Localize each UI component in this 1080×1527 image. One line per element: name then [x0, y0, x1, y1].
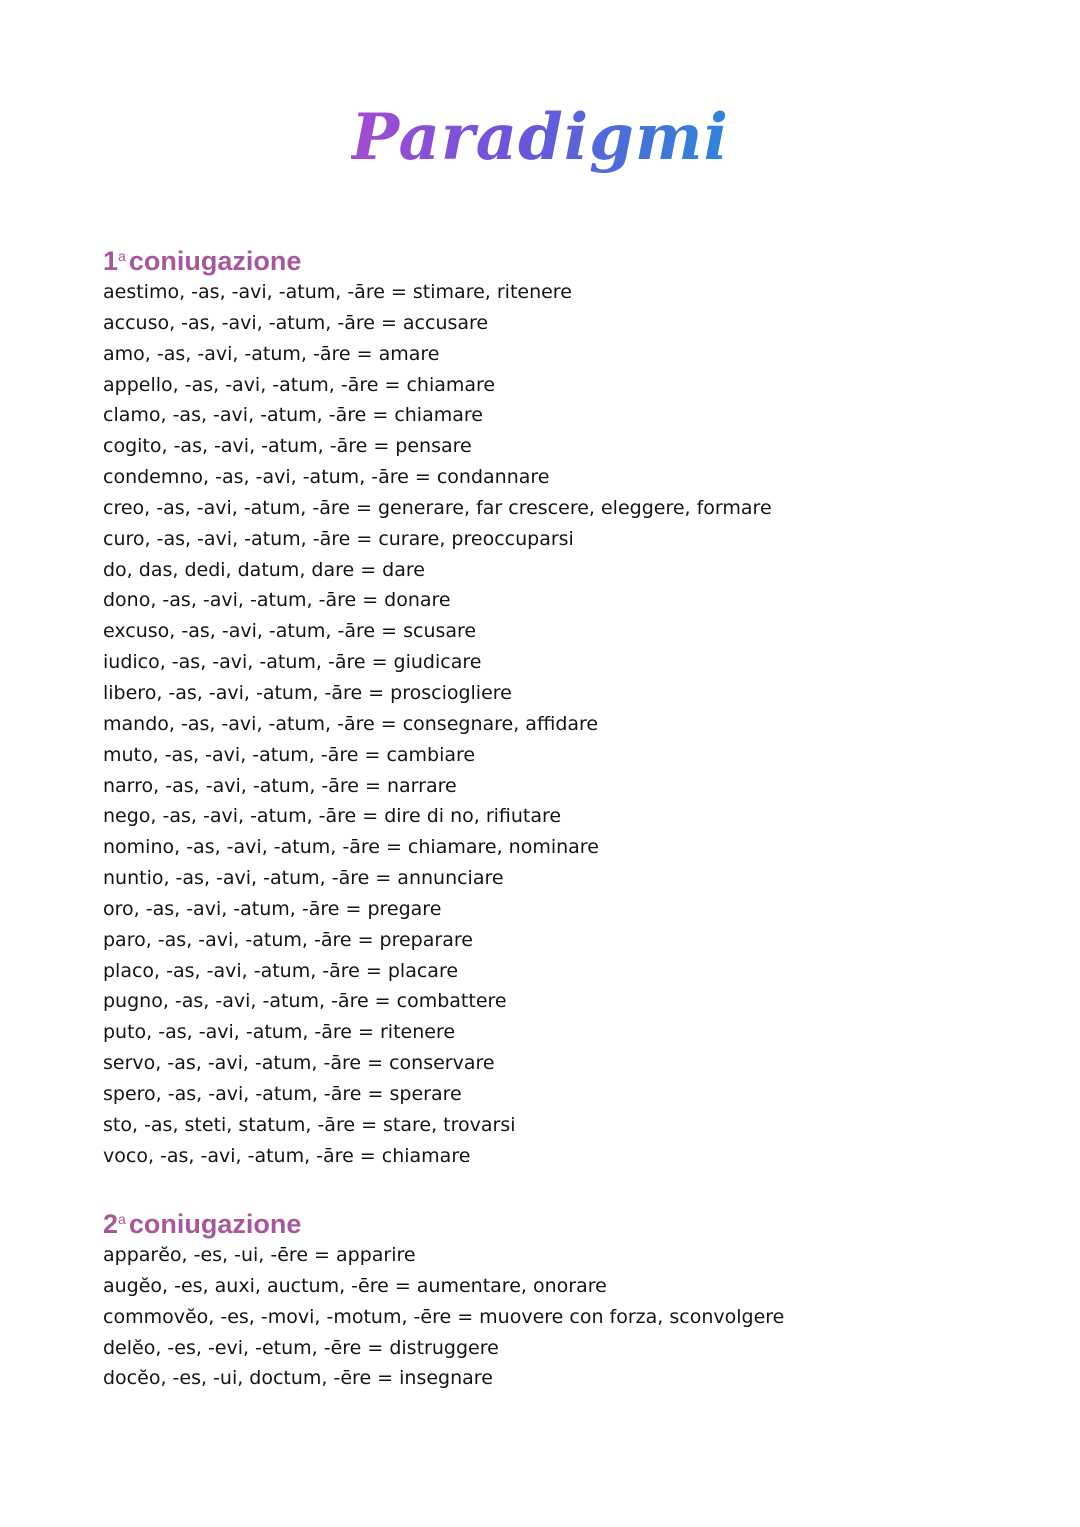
verb-entry: augĕo, -es, auxi, auctum, -ēre = aumentare, onorare [103, 1274, 607, 1297]
verb-entry: libero, -as, -avi, -atum, -āre = prosciogliere [103, 681, 512, 704]
heading-label: coniugazione [128, 246, 302, 276]
verb-entry: muto, -as, -avi, -atum, -āre = cambiare [103, 743, 476, 766]
verb-entry: do, das, dedi, datum, dare = dare [103, 558, 425, 581]
verb-entry: nomino, -as, -avi, -atum, -āre = chiamare, nominare [103, 836, 599, 859]
section-heading [103, 1198, 1003, 1240]
verb-entry: commovĕo, -es, -movi, -motum, -ēre = muovere con forza, sconvolgere [103, 1305, 785, 1328]
verb-entry: condemno, -as, -avi, -atum, -āre = condannare [103, 466, 550, 489]
verb-entry: curo, -as, -avi, -atum, -āre = curare, preoccuparsi [103, 527, 574, 550]
verb-entry: amo, -as, -avi, -atum, -āre = amare [103, 342, 440, 365]
section-second-conjugation [103, 1198, 1003, 1394]
verb-entry: servo, -as, -avi, -atum, -āre = conservare [103, 1052, 495, 1075]
section-first-conjugation [103, 235, 1003, 1171]
verb-entry: nego, -as, -avi, -atum, -āre = dire di no, rifiutare [103, 805, 562, 828]
title-wrap [0, 100, 1080, 175]
verb-entry: pugno, -as, -avi, -atum, -āre = combattere [103, 990, 507, 1013]
verb-list [103, 1240, 1003, 1394]
verb-entry: excuso, -as, -avi, -atum, -āre = scusare [103, 620, 477, 643]
verb-entry: creo, -as, -avi, -atum, -āre = generare, far crescere, eleggere, formare [103, 496, 772, 519]
verb-entry: sto, -as, steti, statum, -āre = stare, trovarsi [103, 1113, 516, 1136]
verb-entry: placo, -as, -avi, -atum, -āre = placare [103, 959, 459, 982]
heading-label: coniugazione [128, 1209, 302, 1239]
verb-list [103, 277, 1003, 1171]
heading-number: 1 [103, 246, 119, 276]
verb-entry: cogito, -as, -avi, -atum, -āre = pensare [103, 435, 472, 458]
page-title: Paradigmi [351, 100, 729, 175]
section-heading [103, 235, 1003, 277]
heading-ordinal: a [118, 248, 126, 264]
verb-entry: spero, -as, -avi, -atum, -āre = sperare [103, 1082, 462, 1105]
verb-entry: paro, -as, -avi, -atum, -āre = preparare [103, 928, 473, 951]
verb-entry: aestimo, -as, -avi, -atum, -āre = stimare, ritenere [103, 281, 572, 303]
verb-entry: mando, -as, -avi, -atum, -āre = consegnare, affidare [103, 712, 599, 735]
verb-entry: delĕo, -es, -evi, -etum, -ēre = distruggere [103, 1336, 499, 1359]
verb-entry: puto, -as, -avi, -atum, -āre = ritenere [103, 1021, 456, 1044]
verb-entry: accuso, -as, -avi, -atum, -āre = accusare [103, 311, 489, 334]
verb-entry: voco, -as, -avi, -atum, -āre = chiamare [103, 1144, 471, 1167]
verb-entry: appello, -as, -avi, -atum, -āre = chiamare [103, 373, 496, 396]
verb-entry: clamo, -as, -avi, -atum, -āre = chiamare [103, 404, 483, 427]
heading-ordinal: a [118, 1211, 126, 1227]
verb-entry: apparĕo, -es, -ui, -ēre = apparire [103, 1244, 416, 1266]
verb-entry: narro, -as, -avi, -atum, -āre = narrare [103, 774, 457, 797]
heading-number: 2 [103, 1209, 119, 1239]
verb-entry: oro, -as, -avi, -atum, -āre = pregare [103, 897, 442, 920]
verb-entry: docĕo, -es, -ui, doctum, -ēre = insegnare [103, 1367, 493, 1390]
verb-entry: dono, -as, -avi, -atum, -āre = donare [103, 589, 451, 612]
verb-entry: nuntio, -as, -avi, -atum, -āre = annunciare [103, 867, 504, 890]
verb-entry: iudico, -as, -avi, -atum, -āre = giudicare [103, 651, 482, 674]
